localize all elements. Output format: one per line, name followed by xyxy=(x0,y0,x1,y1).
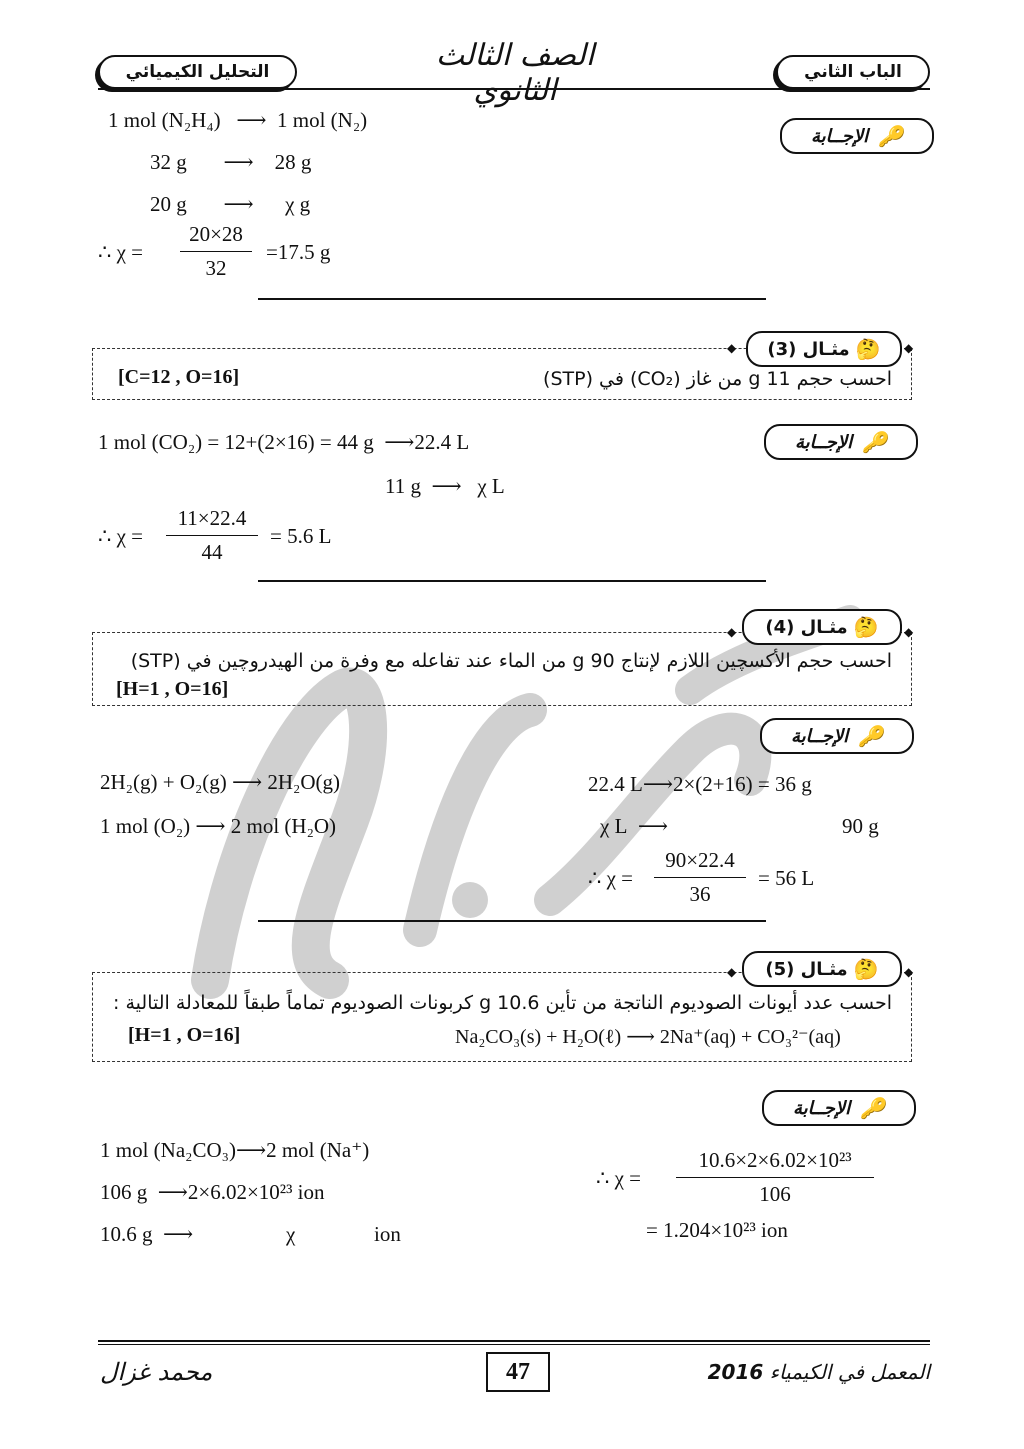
ex3-a1b: 22.4 L xyxy=(414,430,470,454)
b1-l1a: 1 mol (N₂H₄) xyxy=(108,108,221,132)
b1-result: =17.5 g xyxy=(266,240,331,264)
ex4-equation: 2H₂(g) + O₂(g) ⟶ 2H₂O(g) xyxy=(100,770,341,794)
ex3-den: 44 xyxy=(201,540,223,564)
ex3-result: = 5.6 L xyxy=(270,524,332,548)
author-signature: محمد غزال xyxy=(100,1358,213,1386)
footer-rule-thin xyxy=(98,1344,930,1345)
answer-label xyxy=(762,1090,916,1126)
b1-num: 20×28 xyxy=(189,222,243,246)
ex5-l3b: χ xyxy=(286,1222,296,1246)
ex5-l2: 106 g ⟶2×6.02×10²³ ion xyxy=(100,1180,325,1204)
ex4-fraction xyxy=(654,848,746,907)
ex5-question: احسب عدد أيونات الصوديوم الناتجة من تأين 10.6 g كربونات الصوديوم تماماً طبقاً للمعادلة التالية : xyxy=(113,992,892,1014)
b1-line2: 32 g ⟶ 28 g xyxy=(150,150,312,174)
answer-label xyxy=(760,718,914,754)
ex4-r2b: 90 g xyxy=(842,814,879,838)
ex4-ratio: 1 mol (O₂) ⟶ 2 mol (H₂O) xyxy=(100,814,337,838)
ex4-label-text: مثـال (4) xyxy=(765,616,848,638)
ex5-label xyxy=(742,951,902,987)
b1-result-prefix: ∴ χ = xyxy=(98,240,144,264)
ex3-a1: 1 mol (CO₂) = 12+(2×16) = 44 g ⟶22.4 L xyxy=(98,430,470,454)
thinker-icon: 🤔 xyxy=(853,957,879,981)
topic-text: التحليل الكيميائي xyxy=(125,62,270,82)
b1-line3: 20 g ⟶ χ g xyxy=(150,192,311,216)
page-number: 47 xyxy=(486,1352,550,1392)
chapter-text: الباب الثاني xyxy=(804,62,902,82)
chapter-pill xyxy=(776,55,930,89)
ex3-a2: 11 g ⟶ χ L xyxy=(385,474,505,498)
diamond-icon: ◆ xyxy=(727,625,737,639)
b1-l3a: 20 g xyxy=(150,192,187,216)
ex5-l3: 10.6 g ⟶ xyxy=(100,1222,194,1246)
separator xyxy=(258,298,766,300)
b1-fraction xyxy=(180,222,252,281)
ex4-r1b: 2×(2+16) = 36 g xyxy=(672,772,812,796)
ex4-given: [H=1 , O=16] xyxy=(116,678,229,700)
ex3-question: احسب حجم 11 g من غاز (CO₂) في (STP) xyxy=(543,368,892,390)
b1-l3b: χ g xyxy=(285,192,311,216)
key-icon: 🔑 xyxy=(858,724,883,748)
b1-l2b: 28 g xyxy=(274,150,312,174)
grade-title: الصف الثالث الثانوي xyxy=(435,38,595,108)
ex3-label-text: مثـال (3) xyxy=(767,338,850,360)
ex5-num: 10.6×2×6.02×10²³ xyxy=(698,1148,852,1172)
ex3-a1-text: 1 mol (CO₂) = 12+(2×16) = 44 g xyxy=(98,430,374,454)
ex4-r1: 22.4 L⟶2×(2+16) = 36 g xyxy=(588,772,812,796)
book-title xyxy=(706,1360,930,1384)
separator xyxy=(258,580,766,582)
diamond-icon: ◆ xyxy=(904,625,914,639)
diamond-icon: ◆ xyxy=(904,341,914,355)
ex5-l1: 1 mol (Na₂CO₃)⟶2 mol (Na⁺) xyxy=(100,1138,370,1162)
ex5-equation: Na₂CO₃(s) + H₂O(ℓ) ⟶ 2Na⁺(aq) + CO₃²⁻(aq) xyxy=(455,1026,841,1048)
ex4-den: 36 xyxy=(689,882,711,906)
ex5-result-prefix: ∴ χ = xyxy=(596,1166,642,1190)
header-rule xyxy=(98,88,930,90)
ex5-label-text: مثـال (5) xyxy=(765,958,848,980)
diamond-icon: ◆ xyxy=(904,965,914,979)
answer-text: الإجــابة xyxy=(795,431,853,453)
key-icon: 🔑 xyxy=(878,124,903,148)
ex4-question: احسب حجم الأكسچين اللازم لإنتاج 90 g من الماء عند تفاعله مع وفرة من الهيدروچين في (STP) xyxy=(130,650,892,672)
b1-l2a: 32 g xyxy=(150,150,187,174)
ex5-result: = 1.204×10²³ ion xyxy=(646,1218,788,1242)
b1-den: 32 xyxy=(205,256,227,280)
answer-label xyxy=(764,424,918,460)
ex4-r2: χ L ⟶ xyxy=(600,814,669,838)
diamond-icon: ◆ xyxy=(727,965,737,979)
answer-label xyxy=(780,118,934,154)
footer-rule xyxy=(98,1340,930,1342)
separator xyxy=(258,920,766,922)
ex5-l1b: 2 mol (Na⁺) xyxy=(266,1138,370,1162)
ex5-fraction xyxy=(676,1148,874,1207)
ex3-num: 11×22.4 xyxy=(177,506,247,530)
ex3-given: [C=12 , O=16] xyxy=(118,366,240,388)
ex5-l3c: ion xyxy=(374,1222,401,1246)
ex4-result: = 56 L xyxy=(758,866,815,890)
key-icon: 🔑 xyxy=(860,1096,885,1120)
ex3-label xyxy=(746,331,902,367)
ex5-den: 106 xyxy=(759,1182,791,1206)
ex4-result-prefix: ∴ χ = xyxy=(588,866,634,890)
ex4-num: 90×22.4 xyxy=(665,848,735,872)
ex3-a2a: 11 g xyxy=(385,474,421,498)
book-name: المعمل في الكيمياء xyxy=(769,1360,930,1384)
answer-text: الإجــابة xyxy=(791,725,849,747)
ex5-l2b: 2×6.02×10²³ ion xyxy=(187,1180,325,1204)
ex5-given: [H=1 , O=16] xyxy=(128,1024,241,1046)
thinker-icon: 🤔 xyxy=(855,337,881,361)
key-icon: 🔑 xyxy=(862,430,887,454)
ex5-l1a: 1 mol (Na₂CO₃) xyxy=(100,1138,236,1162)
diamond-icon: ◆ xyxy=(727,341,737,355)
ex3-a2b: χ L xyxy=(477,474,505,498)
ex5-l2a: 106 g xyxy=(100,1180,148,1204)
answer-text: الإجــابة xyxy=(793,1097,851,1119)
ex4-label xyxy=(742,609,902,645)
ex3-fraction xyxy=(166,506,258,565)
topic-pill xyxy=(98,55,297,89)
ex4-r1a: 22.4 L xyxy=(588,772,643,796)
ex5-l3a: 10.6 g xyxy=(100,1222,153,1246)
thinker-icon: 🤔 xyxy=(853,615,879,639)
b1-line1: 1 mol (N₂H₄) ⟶ 1 mol (N₂) xyxy=(108,108,368,132)
ex3-result-prefix: ∴ χ = xyxy=(98,524,144,548)
b1-l1b: 1 mol (N₂) xyxy=(277,108,368,132)
year: 2016 xyxy=(707,1360,764,1384)
ex4-r2a: χ L xyxy=(600,814,628,838)
answer-text: الإجــابة xyxy=(811,125,869,147)
